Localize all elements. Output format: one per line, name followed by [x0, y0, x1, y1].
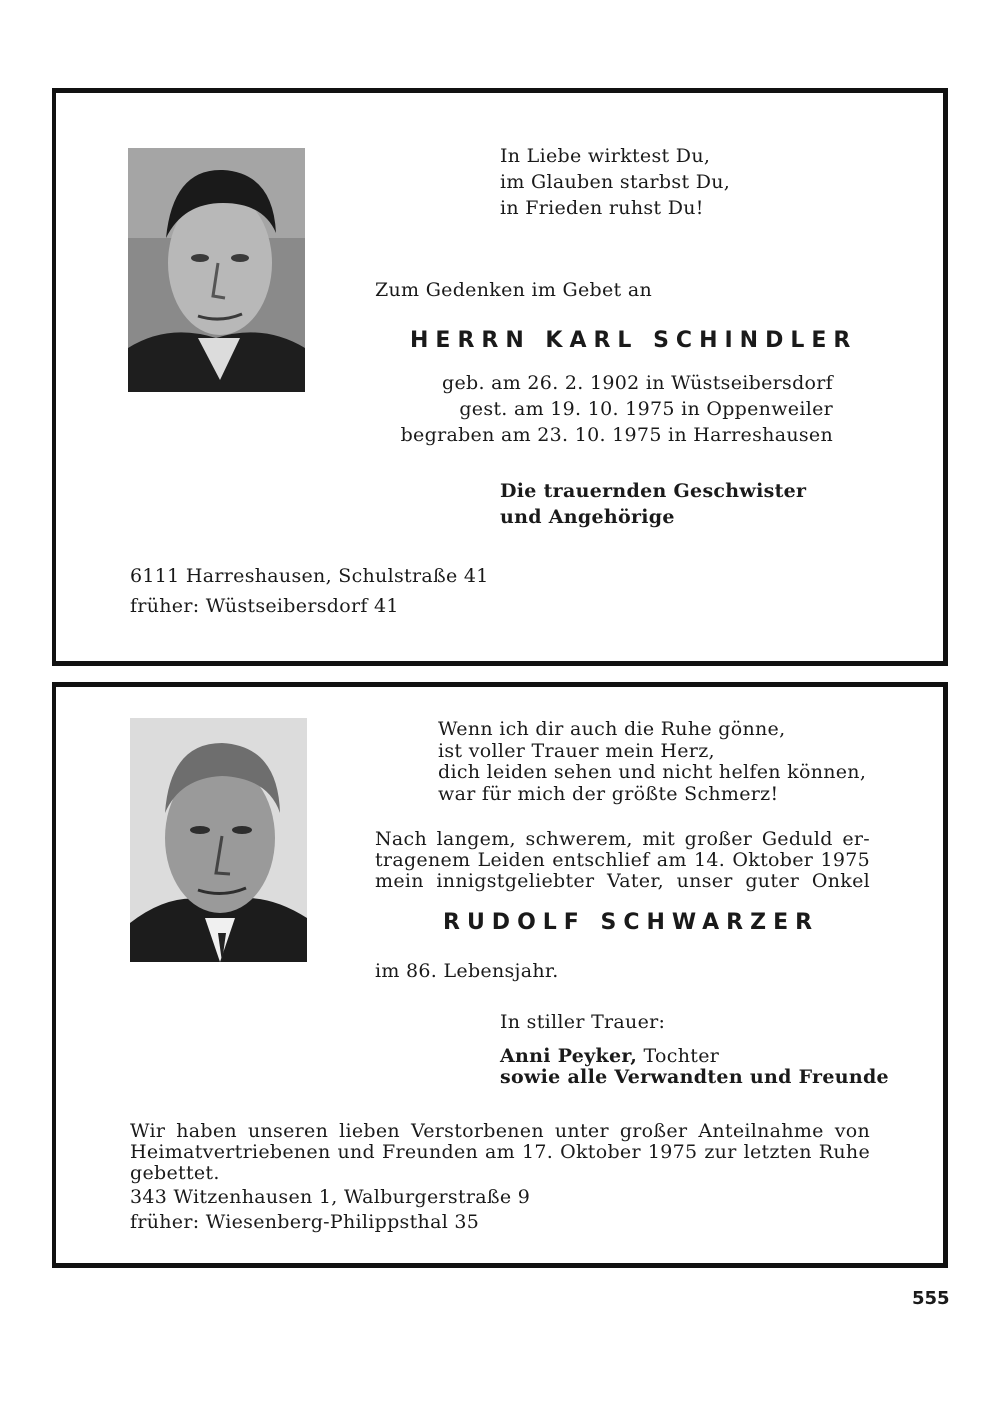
mourner-role: Tochter	[643, 1045, 720, 1067]
burial-date-line: begraben am 23. 10. 1975 in Harreshausen	[400, 424, 833, 446]
address-line: früher: Wiesenberg-Philippsthal 35	[130, 1211, 480, 1233]
verse-line: in Frieden ruhst Du!	[500, 197, 704, 219]
burial-line: Wir haben unseren lieben Verstorbenen unter großer Anteilnahme von	[130, 1120, 870, 1142]
address-line: 6111 Harreshausen, Schulstraße 41	[130, 565, 489, 587]
portrait-photo-karl-schindler	[128, 148, 305, 392]
announcement-line: tragenem Leiden entschlief am 14. Oktober 1975	[375, 849, 870, 871]
mourners-rest-line: sowie alle Verwandten und Freunde	[500, 1066, 889, 1088]
death-date-line: gest. am 19. 10. 1975 in Oppenweiler	[459, 398, 833, 420]
verse-line: Wenn ich dir auch die Ruhe gönne,	[438, 718, 786, 740]
mourning-intro: In stiller Trauer:	[500, 1011, 666, 1033]
burial-line: gebettet.	[130, 1162, 220, 1184]
verse-line: im Glauben starbst Du,	[500, 171, 731, 193]
address-line: 343 Witzenhausen 1, Walburgerstraße 9	[130, 1186, 531, 1208]
portrait-photo-rudolf-schwarzer	[130, 718, 307, 962]
mourners-line: und Angehörige	[500, 506, 675, 528]
page-number: 555	[912, 1288, 950, 1309]
deceased-name: HERRN KARL SCHINDLER	[410, 328, 858, 353]
address-line: früher: Wüstseibersdorf 41	[130, 595, 399, 617]
verse-line: war für mich der größte Schmerz!	[438, 783, 779, 805]
verse-line: ist voller Trauer mein Herz,	[438, 740, 715, 762]
verse-line: In Liebe wirktest Du,	[500, 145, 711, 167]
age-line: im 86. Lebensjahr.	[375, 960, 559, 982]
birth-date-line: geb. am 26. 2. 1902 in Wüstseibersdorf	[441, 372, 833, 394]
deceased-name: RUDOLF SCHWARZER	[443, 910, 820, 935]
mourner-name: Anni Peyker,	[500, 1045, 638, 1067]
announcement-line: mein innigstgeliebter Vater, unser guter Onkel	[375, 870, 870, 892]
verse-line: dich leiden sehen und nicht helfen können,	[438, 761, 867, 783]
mourners-line: Die trauernden Geschwister	[500, 480, 807, 502]
memorial-intro: Zum Gedenken im Gebet an	[375, 279, 652, 301]
announcement-line: Nach langem, schwerem, mit großer Geduld er-	[375, 828, 870, 850]
burial-line: Heimatvertriebenen und Freunden am 17. Oktober 1975 zur letzten Ruhe	[130, 1141, 870, 1163]
